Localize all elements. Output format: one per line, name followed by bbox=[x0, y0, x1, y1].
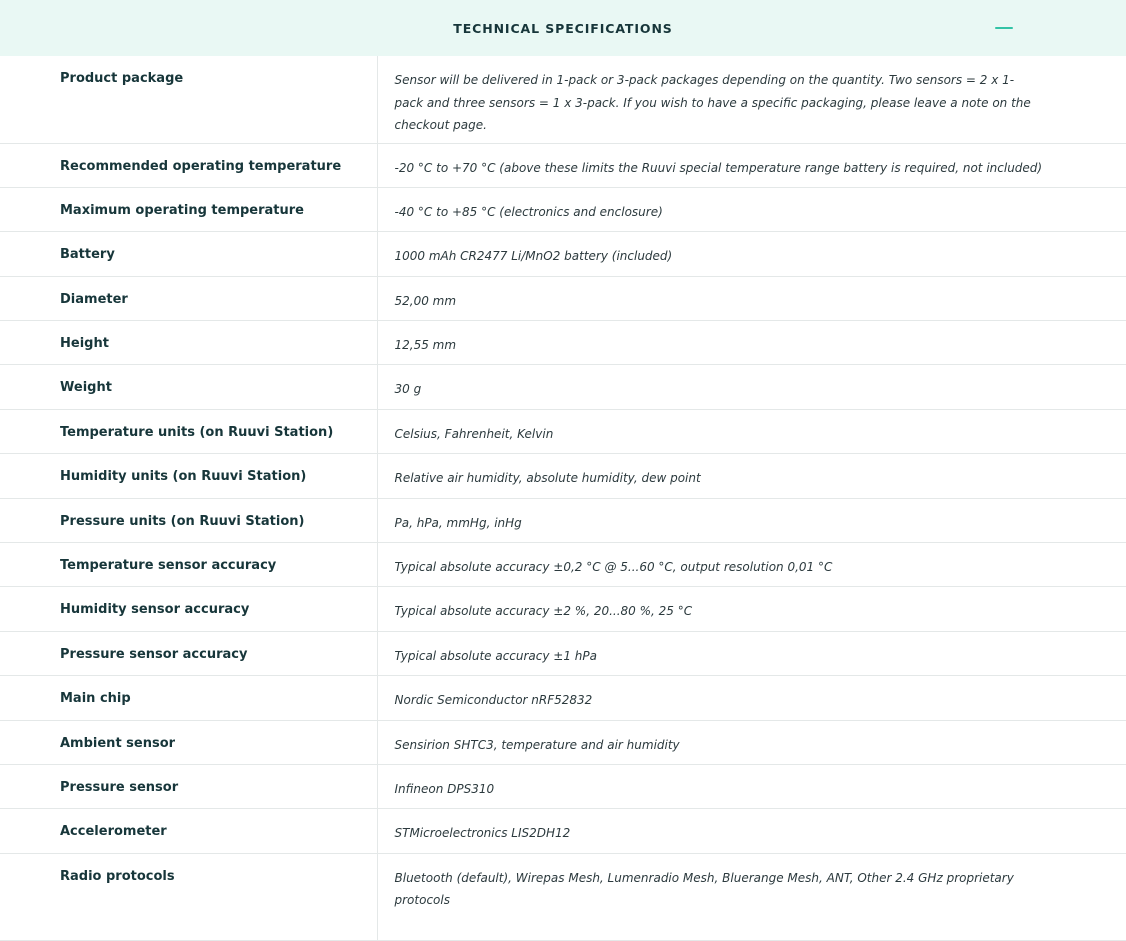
table-row bbox=[0, 365, 1126, 409]
spec-value: Infineon DPS310 bbox=[377, 764, 1126, 808]
spec-value: -20 °C to +70 °C (above these limits the Ruuvi special temperature range battery is required, not included) bbox=[377, 143, 1126, 187]
spec-label: Height bbox=[0, 321, 377, 365]
table-row bbox=[0, 764, 1126, 808]
spec-label: Temperature sensor accuracy bbox=[0, 543, 377, 587]
spec-value: 12,55 mm bbox=[377, 321, 1126, 365]
table-row bbox=[0, 321, 1126, 365]
spec-value: Typical absolute accuracy ±1 hPa bbox=[377, 631, 1126, 675]
table-row bbox=[0, 676, 1126, 720]
spec-label: Pressure sensor accuracy bbox=[0, 631, 377, 675]
table-row bbox=[0, 56, 1126, 143]
collapse-toggle[interactable] bbox=[990, 18, 1018, 38]
spec-value: -40 °C to +85 °C (electronics and enclosure) bbox=[377, 187, 1126, 231]
spec-label: Battery bbox=[0, 232, 377, 276]
spec-value: Nordic Semiconductor nRF52832 bbox=[377, 676, 1126, 720]
spec-label: Maximum operating temperature bbox=[0, 187, 377, 231]
spec-label: Pressure units (on Ruuvi Station) bbox=[0, 498, 377, 542]
table-row bbox=[0, 454, 1126, 498]
table-row bbox=[0, 631, 1126, 675]
table-row bbox=[0, 587, 1126, 631]
table-row bbox=[0, 187, 1126, 231]
spec-value: 52,00 mm bbox=[377, 276, 1126, 320]
spec-label: Recommended operating temperature bbox=[0, 143, 377, 187]
table-row bbox=[0, 143, 1126, 187]
spec-label: Diameter bbox=[0, 276, 377, 320]
spec-value: Relative air humidity, absolute humidity, dew point bbox=[377, 454, 1126, 498]
table-row bbox=[0, 232, 1126, 276]
table-row bbox=[0, 409, 1126, 453]
table-row bbox=[0, 809, 1126, 853]
spec-label: Pressure sensor bbox=[0, 764, 377, 808]
table-row bbox=[0, 276, 1126, 320]
minus-icon bbox=[995, 27, 1013, 29]
spec-table bbox=[0, 56, 1126, 941]
table-row bbox=[0, 720, 1126, 764]
spec-value: Typical absolute accuracy ±2 %, 20...80 %, 25 °C bbox=[377, 587, 1126, 631]
spec-label: Accelerometer bbox=[0, 809, 377, 853]
spec-value: Typical absolute accuracy ±0,2 °C @ 5...60 °C, output resolution 0,01 °C bbox=[377, 543, 1126, 587]
spec-value: STMicroelectronics LIS2DH12 bbox=[377, 809, 1126, 853]
spec-value: 1000 mAh CR2477 Li/MnO2 battery (included) bbox=[377, 232, 1126, 276]
spec-label: Humidity units (on Ruuvi Station) bbox=[0, 454, 377, 498]
spec-label: Ambient sensor bbox=[0, 720, 377, 764]
spec-label: Product package bbox=[0, 56, 377, 143]
spec-value: Pa, hPa, mmHg, inHg bbox=[377, 498, 1126, 542]
table-row bbox=[0, 498, 1126, 542]
spec-value: 30 g bbox=[377, 365, 1126, 409]
accordion-header[interactable] bbox=[0, 0, 1126, 56]
spec-label: Humidity sensor accuracy bbox=[0, 587, 377, 631]
spec-value: Bluetooth (default), Wirepas Mesh, Lumenradio Mesh, Bluerange Mesh, ANT, Other 2.4 GHz proprietary protocols bbox=[377, 853, 1126, 940]
spec-value: Sensor will be delivered in 1-pack or 3-pack packages depending on the quantity. Two sensors = 2 x 1-pack and three sensors = 1 x 3-pack. If you wish to have a specific packaging, please leave a note on the checkout page. bbox=[377, 56, 1126, 143]
spec-label: Main chip bbox=[0, 676, 377, 720]
section-title: TECHNICAL SPECIFICATIONS bbox=[453, 20, 673, 36]
spec-label: Temperature units (on Ruuvi Station) bbox=[0, 409, 377, 453]
table-row bbox=[0, 543, 1126, 587]
spec-value: Sensirion SHTC3, temperature and air humidity bbox=[377, 720, 1126, 764]
spec-label: Weight bbox=[0, 365, 377, 409]
table-row bbox=[0, 853, 1126, 940]
spec-value: Celsius, Fahrenheit, Kelvin bbox=[377, 409, 1126, 453]
spec-label: Radio protocols bbox=[0, 853, 377, 940]
